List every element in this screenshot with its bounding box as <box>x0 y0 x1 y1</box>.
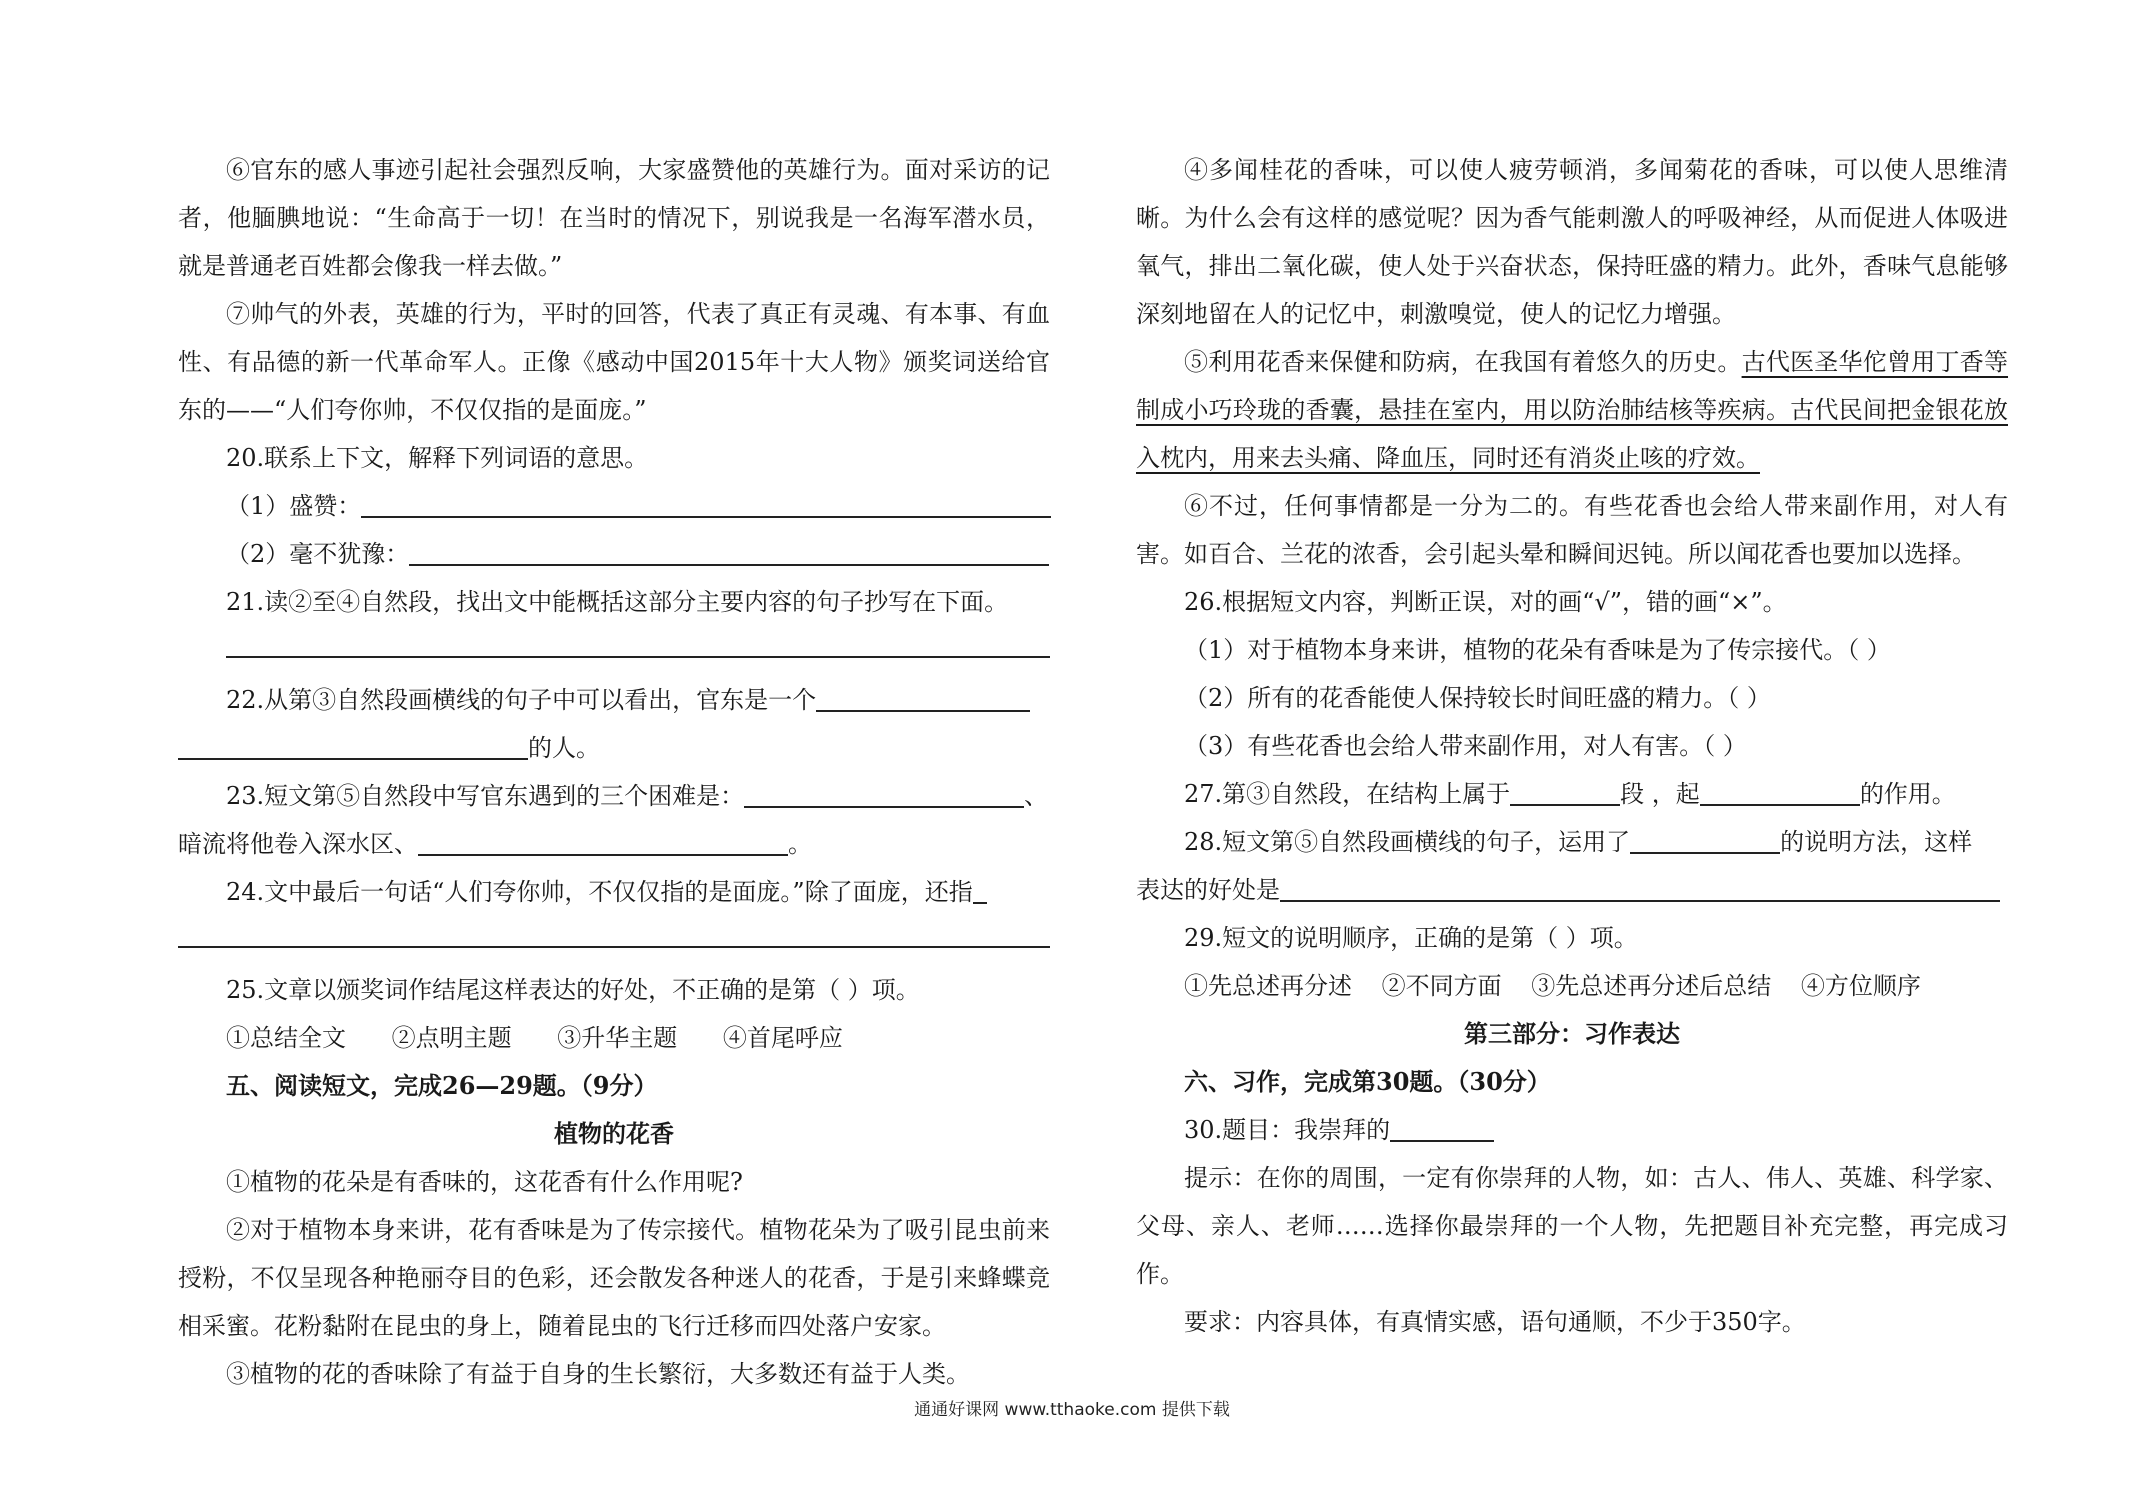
right-column <box>1136 146 2008 1346</box>
question-20-1: （1）盛赞： <box>178 482 1050 530</box>
answer-blank[interactable] <box>361 486 1051 518</box>
answer-blank[interactable] <box>1390 1110 1494 1142</box>
question-21: 21.读②至④自然段，找出文中能概括这部分主要内容的句子抄写在下面。 <box>226 588 1009 616</box>
paragraph-7: ⑦帅气的外表，英雄的行为，平时的回答，代表了真正有灵魂、有本事、有血性、有品德的新一代革命军人。正像《感动中国2015年十大人物》颁奖词送给官东的——“人们夸你帅，不仅仅指的是面庞。” <box>178 300 1050 424</box>
answer-blank[interactable] <box>1630 822 1780 854</box>
option: ②点明主题 <box>391 1024 512 1052</box>
article-paragraph-6: ⑥不过，任何事情都是一分为二的。有些花香也会给人带来副作用，对人有害。如百合、兰花的浓香，会引起头晕和瞬间迟钝。所以闻花香也要加以选择。 <box>1136 492 2008 568</box>
question-28: 28.短文第⑤自然段画横线的句子，运用了 的说明方法，这样 <box>1136 818 2008 866</box>
question-29: 29.短文的说明顺序，正确的是第（ ）项。 <box>1184 924 1638 952</box>
article-paragraph-3: ③植物的花的香味除了有益于自身的生长繁衍，大多数还有益于人类。 <box>226 1360 970 1388</box>
answer-blank[interactable] <box>418 824 788 856</box>
option: ③先总述再分述后总结 <box>1531 972 1772 1000</box>
question-29-options <box>1136 962 2008 1010</box>
answer-blank[interactable] <box>409 534 1049 566</box>
question-28-cont: 表达的好处是 <box>1136 866 2008 914</box>
paragraph-6: ⑥官东的感人事迹引起社会强烈反响，大家盛赞他的英雄行为。面对采访的记者，他腼腆地说：“生命高于一切！在当时的情况下，别说我是一名海军潜水员，就是普通老百姓都会像我一样去做。” <box>178 156 1050 280</box>
question-30: 30.题目：我崇拜的 <box>1136 1106 2008 1154</box>
answer-blank[interactable] <box>744 776 1024 808</box>
option: ①先总述再分述 <box>1184 972 1352 1000</box>
question-26: 26.根据短文内容，判断正误，对的画“√”，错的画“×”。 <box>1184 588 1787 616</box>
answer-blank[interactable] <box>973 872 987 904</box>
option: ①总结全文 <box>226 1024 346 1052</box>
underlined-sentence: 古代医圣华佗曾用丁香等制成小巧玲珑的香囊，悬挂在室内，用以防治肺结核等疾病。古代民间把金银花放入枕内，用来去头痛、降血压，同时还有消炎止咳的疗效。 <box>1136 348 2009 472</box>
question-26-3: （3）有些花香也会给人带来副作用，对人有害。（ ） <box>1184 732 1747 760</box>
section-5-heading: 五、阅读短文，完成26—29题。（9分） <box>226 1071 658 1100</box>
section-6-heading: 六、习作，完成第30题。（30分） <box>1184 1067 1551 1096</box>
question-26-1: （1）对于植物本身来讲，植物的花朵有香味是为了传宗接代。（ ） <box>1184 636 1891 664</box>
answer-blank[interactable] <box>178 728 528 760</box>
question-24: 24.文中最后一句话“人们夸你帅，不仅仅指的是面庞。”除了面庞，还指 <box>178 868 1050 916</box>
answer-blank[interactable] <box>1280 870 2000 902</box>
article-paragraph-5: ⑤利用花香来保健和防病，在我国有着悠久的历史。古代医圣华佗曾用丁香等制成小巧玲珑的香囊，悬挂在室内，用以防治肺结核等疾病。古代民间把金银花放入枕内，用来去头痛、降血压，同时还有消炎止咳的疗效。 <box>1136 348 2009 472</box>
answer-line[interactable] <box>178 916 1050 948</box>
question-25-options <box>178 1014 1050 1062</box>
option: ②不同方面 <box>1381 972 1502 1000</box>
footer: 通通好课网 www.tthaoke.com 提供下载 <box>914 1400 1230 1420</box>
question-22: 22.从第③自然段画横线的句子中可以看出，官东是一个 <box>178 676 1050 724</box>
article-paragraph-2: ②对于植物本身来讲，花有香味是为了传宗接代。植物花朵为了吸引昆虫前来授粉，不仅呈现各种艳丽夺目的色彩，还会散发各种迷人的花香，于是引来蜂蝶竞相采蜜。花粉黏附在昆虫的身上，随着昆虫的飞行迁移而四处落户安家。 <box>178 1216 1050 1340</box>
question-22-cont: 的人。 <box>178 724 1050 772</box>
option: ③升华主题 <box>557 1024 678 1052</box>
answer-blank[interactable] <box>816 680 1030 712</box>
question-25: 25.文章以颁奖词作结尾这样表达的好处，不正确的是第（ ）项。 <box>226 976 920 1004</box>
question-27: 27.第③自然段，在结构上属于 段 ，起 的作用。 <box>1136 770 2008 818</box>
answer-blank[interactable] <box>1510 774 1620 806</box>
option: ④首尾呼应 <box>722 1024 843 1052</box>
question-26-2: （2）所有的花香能使人保持较长时间旺盛的精力。（ ） <box>1184 684 1771 712</box>
answer-blank[interactable] <box>1700 774 1860 806</box>
article-paragraph-4: ④多闻桂花的香味，可以使人疲劳顿消，多闻菊花的香味，可以使人思维清晰。为什么会有这样的感觉呢？因为香气能刺激人的呼吸神经，从而促进人体吸进氧气，排出二氧化碳，使人处于兴奋状态，保持旺盛的精力。此外，香味气息能够深刻地留在人的记忆中，刺激嗅觉，使人的记忆力增强。 <box>1136 156 2008 328</box>
writing-hint: 提示：在你的周围，一定有你崇拜的人物，如：古人、伟人、英雄、科学家、父母、亲人、老师……选择你最崇拜的一个人物，先把题目补充完整，再完成习作。 <box>1136 1164 2008 1288</box>
writing-requirement: 要求：内容具体，有真情实感，语句通顺，不少于350字。 <box>1184 1308 1806 1336</box>
option: ④方位顺序 <box>1800 972 1921 1000</box>
article-title: 植物的花香 <box>554 1119 674 1148</box>
article-paragraph-1: ①植物的花朵是有香味的，这花香有什么作用呢? <box>226 1168 743 1196</box>
answer-line[interactable] <box>226 626 1050 658</box>
left-column <box>178 146 1050 1398</box>
question-23-cont: 暗流将他卷入深水区、 。 <box>178 820 1050 868</box>
question-20-2: （2）毫不犹豫： <box>178 530 1050 578</box>
question-20: 20.联系上下文，解释下列词语的意思。 <box>226 444 649 472</box>
part-3-heading: 第三部分：习作表达 <box>1464 1019 1680 1048</box>
question-23: 23.短文第⑤自然段中写官东遇到的三个困难是： 、 <box>178 772 1050 820</box>
